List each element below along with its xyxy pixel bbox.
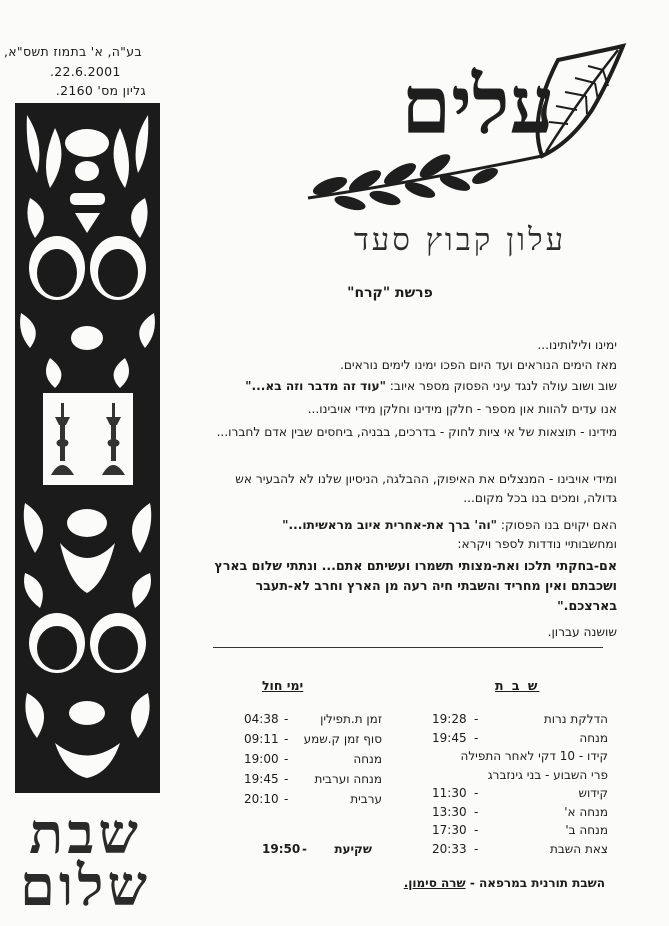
- schedule-time: 13:30: [432, 804, 467, 819]
- section-divider: [213, 647, 603, 648]
- footer-name: שרה סימון.: [403, 876, 466, 890]
- article-verse1-line: [207, 377, 617, 396]
- banner-word-shalom: שלום: [19, 853, 152, 919]
- schedule-time: 11:30: [432, 786, 467, 800]
- schedule-label: זמן ת.תפילין: [320, 712, 382, 726]
- schedule-label: צאת השבת: [549, 841, 608, 856]
- papercut-ornament: [15, 103, 160, 793]
- schedule-time: 19:45: [244, 772, 279, 786]
- schedule-label: קידוש: [578, 786, 608, 800]
- schedule-time: 09:11: [244, 732, 279, 746]
- shabbat-heading: ש ב ת: [495, 678, 540, 693]
- clinic-duty-footer: [404, 876, 605, 890]
- banner-word-shabbat: שבת: [29, 801, 142, 867]
- weekday-heading: ימי חול: [262, 678, 304, 693]
- article-line-1: ימינו ולילותינו...: [537, 338, 617, 352]
- schedule-label: קידו - 10 דקי לאחר התפילה: [460, 749, 608, 763]
- parasha-label: פרשת: [395, 285, 433, 301]
- newsletter-subtitle: עלון קבוץ סעד: [353, 222, 567, 258]
- schedule-time: 20:10: [244, 792, 279, 806]
- parasha-title: [300, 285, 480, 301]
- verse1-prefix: שוב ושוב עולה לנגד עיני הפסוק מספר איוב:: [389, 379, 617, 393]
- article-paragraph-theirs: ומידי אויבינו - המנצלים את האיפוק, ההבלגה, הניסיון שלנו לא להבעיר אש גדולה, ומכים בנו בכל מקום...: [235, 472, 617, 505]
- schedule-label: הדלקת נרות: [543, 712, 608, 726]
- schedule-time: 19:00: [244, 752, 279, 766]
- sunset-time: 19:50: [262, 842, 301, 856]
- article-paragraph-ours: מידינו - תוצאות של אי ציות לחוק - בדרכים, בבניה, ביחסים שבין אדם לחברו...: [216, 425, 617, 439]
- article-verse2-line: [207, 516, 617, 535]
- schedule-label: מנחה ב': [565, 823, 608, 837]
- schedule-label: ערבית: [350, 792, 382, 806]
- verse2: "וה' ברך את-אחרית איוב מראשיתו...": [282, 518, 497, 532]
- article-author: שושנה עברון.: [547, 625, 617, 639]
- sunset-label: שקיעת: [334, 842, 372, 856]
- schedule-label: מנחה א': [564, 804, 608, 819]
- verse3: אם-בחקתי תלכו ואת-מצותי תשמרו ועשיתם אתם... ונתתי שלום בארץ ושכבתם ואין מחריד והשבתי חיה רעה מן הארץ וחרב לא-תעבר בארצכם.": [214, 558, 617, 613]
- article-line-2: מאז הימים הנוראים ועד היום הפכו ימינו לימים נוראים.: [339, 358, 617, 372]
- schedule-label: פרי השבוע - בני גינזברג: [487, 767, 608, 782]
- article-enemies-line: אנו עדים להוות און מספר - חלקן מידינו וחלקן מידי אויבינו...: [307, 402, 617, 416]
- logo-title: עלים: [401, 58, 555, 152]
- verse2-prefix: האם יקוים בנו הפסוק:: [500, 518, 617, 532]
- gregorian-date: .22.6.2001: [50, 64, 121, 79]
- article-leviticus-line: ומחשבותיי נודדות לספר ויקרא:: [457, 537, 617, 551]
- schedule-label: מנחה: [579, 730, 608, 745]
- issue-number: גליון מס' 2160.: [55, 83, 146, 98]
- schedule-label: מנחה וערבית: [314, 772, 382, 786]
- schedule-label: מנחה: [353, 752, 382, 766]
- schedule-time: 19:45: [432, 730, 467, 745]
- schedule-label: סוף זמן ק.שמע: [303, 732, 382, 746]
- schedule-time: 17:30: [432, 823, 467, 837]
- schedule-time: 20:33: [432, 841, 467, 856]
- schedule-time: 04:38: [244, 712, 279, 726]
- schedule-time: 19:28: [432, 712, 467, 726]
- hebrew-date: בע"ה, א' בתמוז תשס"א,: [4, 44, 142, 59]
- verse1: "עוד זה מדבר וזה בא...": [245, 379, 386, 393]
- footer-prefix: השבת תורנית במרפאה -: [469, 876, 605, 890]
- parasha-name: "קרח": [347, 285, 391, 301]
- shabbat-shalom-banner: [8, 801, 163, 919]
- alim-logo: [290, 38, 630, 218]
